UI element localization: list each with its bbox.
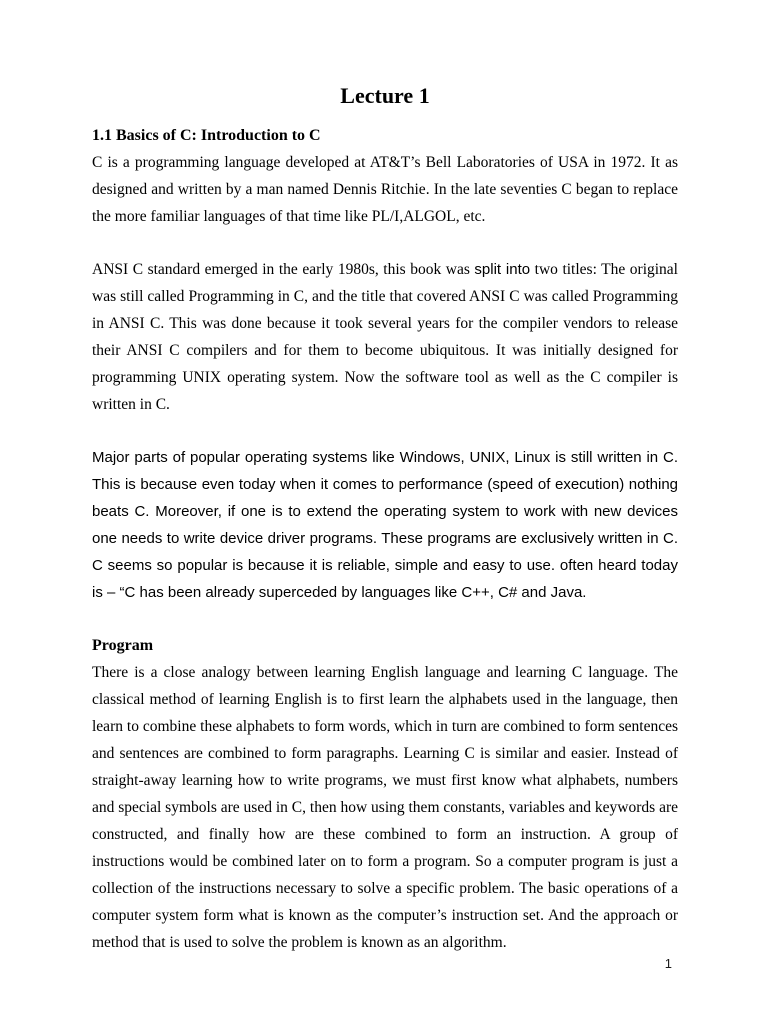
paragraph-learning-c-analogy: There is a close analogy between learning English language and learning C language. The classical method of learning English is to first learn the alphabets used in the language, then learn to combine these alphabets to form words, which in turn are combined to form sentences and sentences are combined to form paragraphs. Learning C is similar and easier. Instead of straight-away learning how to write programs, we must first know what alphabets, numbers and special symbols are used in C, then how using them constants, variables and keywords are constructed, and finally how are these combined to form an instruction. A group of instructions would be combined later on to form a program. So a computer program is just a collection of the instructions necessary to solve a specific problem. The basic operations of a computer system form what is known as the computer’s instruction set. And the approach or method that is used to solve the problem is known as an algorithm. <box>92 664 678 951</box>
section-heading-basics-of-c: 1.1 Basics of C: Introduction to C <box>92 127 321 144</box>
page-number: 1 <box>664 956 672 971</box>
paragraph-os-written-in-c: Major parts of popular operating systems like Windows, UNIX, Linux is still written in C. This is because even today when it comes to performance (speed of execution) nothing beats C. Moreover, if one is to extend the operating system to work with new devices one needs to write device driver programs. These programs are exclusively written in C. C seems so popular is because it is reliable, simple and easy to use. often heard today is – “C has been already superceded by languages like C++, C# and Java. <box>92 449 678 601</box>
section-heading-program: Program <box>92 637 154 654</box>
page-title: Lecture 1 <box>340 83 430 108</box>
paragraph-ansi-c-segment-serif-1: ANSI C standard emerged in the early 1980s, this book was <box>92 261 475 278</box>
paragraph-ansi-c-segment-serif-2: two titles: The original was still called Programming in C, and the title that covered ANSI C was called Programming in ANSI C. This was done because it took several years for the compiler vendors to release their ANSI C compilers and for them to become ubiquitous. It was initially designed for programming UNIX operating system. Now the software tool as well as the C compiler is written in C. <box>92 261 678 413</box>
paragraph-ansi-c-segment-sans: split into <box>474 261 531 278</box>
paragraph-c-origin: C is a programming language developed at AT&T’s Bell Laboratories of USA in 1972. It as designed and written by a man named Dennis Ritchie. In the late seventies C began to replace the more familiar languages of that time like PL/I,ALGOL, etc. <box>92 154 678 225</box>
paragraph-ansi-c <box>92 256 678 418</box>
page-content <box>92 82 678 956</box>
